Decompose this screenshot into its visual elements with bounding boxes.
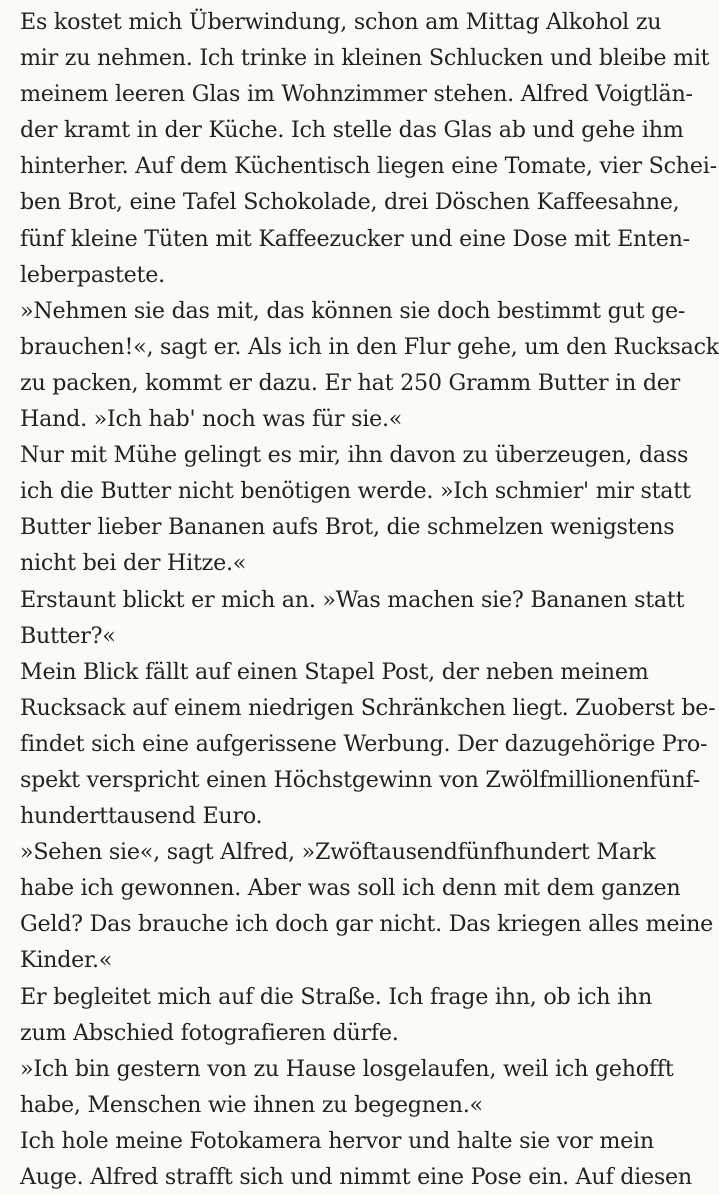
text-line: hunderttausend Euro. bbox=[20, 803, 263, 830]
text-line: ben Brot, eine Tafel Schokolade, drei Döschen Kaffeesahne, bbox=[20, 189, 680, 216]
text-line: Hand. »Ich hab' noch was für sie.« bbox=[20, 406, 403, 433]
page-text bbox=[20, 4, 719, 1195]
text-line: »Sehen sie«, sagt Alfred, »Zwöftausendfünfhundert Mark bbox=[20, 839, 656, 866]
text-line: hinterher. Auf dem Küchentisch liegen eine Tomate, vier Schei- bbox=[20, 153, 717, 180]
text-line: der kramt in der Küche. Ich stelle das Glas ab und gehe ihm bbox=[20, 117, 684, 144]
paragraph bbox=[20, 654, 716, 834]
text-line: mir zu nehmen. Ich trinke in kleinen Schlucken und bleibe mit bbox=[20, 45, 710, 72]
text-line: Kinder.« bbox=[20, 947, 113, 974]
text-line: spekt verspricht einen Höchstgewinn von Zwölfmillionenfünf- bbox=[20, 766, 700, 793]
text-line: zum Abschied fotografieren dürfe. bbox=[20, 1019, 399, 1046]
paragraph bbox=[20, 293, 719, 437]
text-line: Geld? Das brauche ich doch gar nicht. Das kriegen alles meine bbox=[20, 911, 714, 938]
text-line: fünf kleine Tüten mit Kaffeezucker und eine Dose mit Enten- bbox=[20, 225, 690, 252]
paragraph bbox=[20, 979, 653, 1051]
text-line: Auge. Alfred strafft sich und nimmt eine Pose ein. Auf diesen bbox=[20, 1164, 692, 1190]
text-line: leberpastete. bbox=[20, 261, 165, 288]
text-line: ich die Butter nicht benötigen werde. »Ich schmier' mir statt bbox=[20, 478, 691, 505]
text-line: habe ich gewonnen. Aber was soll ich denn mit dem ganzen bbox=[20, 875, 681, 902]
text-line: zu packen, kommt er dazu. Er hat 250 Gramm Butter in der bbox=[20, 369, 681, 396]
text-line: habe, Menschen wie ihnen zu begegnen.« bbox=[20, 1091, 483, 1118]
text-line: Er begleitet mich auf die Straße. Ich frage ihn, ob ich ihn bbox=[20, 983, 653, 1010]
text-line: »Nehmen sie das mit, das können sie doch bestimmt gut ge- bbox=[20, 297, 686, 324]
paragraph bbox=[20, 437, 691, 581]
text-line: brauchen!«, sagt er. Als ich in den Flur gehe, um den Rucksack bbox=[20, 333, 719, 360]
text-line: Butter lieber Bananen aufs Brot, die schmelzen wenigstens bbox=[20, 514, 675, 541]
text-line: »Ich bin gestern von zu Hause losgelaufen, weil ich gehofft bbox=[20, 1055, 674, 1082]
text-line: Nur mit Mühe gelingt es mir, ihn davon zu überzeugen, dass bbox=[20, 442, 689, 469]
text-line: nicht bei der Hitze.« bbox=[20, 550, 247, 577]
text-line: Butter?« bbox=[20, 622, 116, 649]
paragraph bbox=[20, 834, 714, 978]
paragraph bbox=[20, 1123, 692, 1195]
paragraph bbox=[20, 4, 717, 293]
text-line: meinem leeren Glas im Wohnzimmer stehen. Alfred Voigtlän- bbox=[20, 81, 693, 108]
text-line: Es kostet mich Überwindung, schon am Mittag Alkohol zu bbox=[20, 9, 662, 35]
text-line: Erstaunt blickt er mich an. »Was machen sie? Bananen statt bbox=[20, 586, 685, 613]
paragraph bbox=[20, 582, 685, 654]
text-line: Ich hole meine Fotokamera hervor und halte sie vor mein bbox=[20, 1127, 654, 1154]
text-line: Rucksack auf einem niedrigen Schränkchen liegt. Zuoberst be- bbox=[20, 694, 716, 721]
text-line: findet sich eine aufgerissene Werbung. Der dazugehörige Pro- bbox=[20, 730, 708, 757]
paragraph bbox=[20, 1051, 674, 1123]
text-line: Mein Blick fällt auf einen Stapel Post, der neben meinem bbox=[20, 658, 649, 685]
